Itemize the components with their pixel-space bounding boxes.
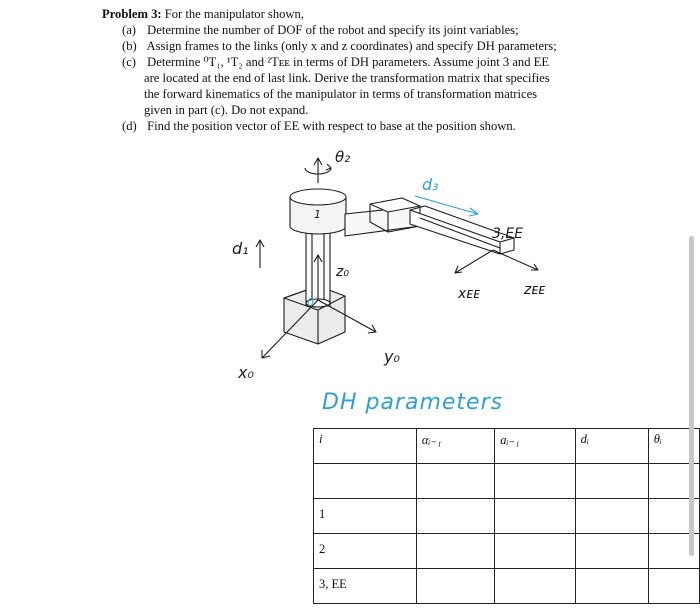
x0-label: x₀ bbox=[238, 363, 254, 382]
part-a-label: (a) bbox=[122, 23, 136, 37]
y0-label: y₀ bbox=[384, 347, 400, 366]
d1-label: d₁ bbox=[232, 239, 249, 258]
table-row bbox=[314, 464, 700, 499]
part-c-text-1: Determine ⁰T₁, ¹T₂ and ²Tᴇᴇ in terms of DH parameters. Assume joint 3 and EE bbox=[147, 55, 550, 69]
part-d-label: (d) bbox=[122, 119, 137, 133]
table-row bbox=[314, 534, 700, 569]
part-d-text: Find the position vector of EE with respect to base at the position shown. bbox=[147, 119, 516, 133]
horizontal-link bbox=[345, 198, 420, 236]
part-b-label: (b) bbox=[122, 39, 137, 53]
theta2-label: θ₂ bbox=[335, 148, 351, 166]
ee-frame-label: 3,EE bbox=[492, 226, 524, 242]
part-b-text: Assign frames to the links (only x and z coordinates) and specify DH parameters; bbox=[146, 39, 557, 53]
table-row bbox=[314, 569, 700, 604]
z0-label: z₀ bbox=[336, 264, 349, 280]
table-row bbox=[314, 499, 700, 534]
cell-i: 2 bbox=[314, 534, 417, 569]
cell-i: 3, EE bbox=[314, 569, 417, 604]
d1-arrow bbox=[256, 240, 264, 268]
cell-a bbox=[495, 499, 575, 534]
cell-d bbox=[575, 569, 648, 604]
cell-a bbox=[495, 534, 575, 569]
cell-d bbox=[575, 499, 648, 534]
part-a-text: Determine the number of DOF of the robot and specify its joint variables; bbox=[147, 23, 519, 37]
z-ee-label: zᴇᴇ bbox=[524, 282, 546, 298]
cell-a bbox=[495, 464, 575, 499]
link1-label: 1 bbox=[314, 208, 321, 221]
cell-alpha bbox=[416, 534, 494, 569]
vertical-scrollbar[interactable] bbox=[689, 236, 694, 556]
d3-label: d₃ bbox=[422, 175, 439, 194]
problem-label: Problem 3: bbox=[102, 7, 162, 21]
joint0-label: 0 bbox=[307, 296, 314, 309]
cell-alpha bbox=[416, 569, 494, 604]
header-alpha: αᵢ₋₁ bbox=[416, 429, 494, 464]
theta2-arrow bbox=[305, 158, 331, 183]
part-c-text-3: the forward kinematics of the manipulator in terms of transformation matrices bbox=[144, 87, 538, 101]
table-header-row bbox=[314, 429, 700, 464]
cell-a bbox=[495, 569, 575, 604]
header-i: i bbox=[314, 429, 417, 464]
x-ee-label: xᴇᴇ bbox=[458, 286, 481, 302]
cell-i: 1 bbox=[314, 499, 417, 534]
dh-parameter-table bbox=[313, 428, 700, 604]
dh-parameters-title: DH parameters bbox=[322, 390, 504, 415]
header-theta: θᵢ bbox=[648, 429, 699, 464]
cell-i bbox=[314, 464, 417, 499]
problem-intro: For the manipulator shown, bbox=[164, 7, 304, 21]
cell-alpha bbox=[416, 464, 494, 499]
cell-alpha bbox=[416, 499, 494, 534]
part-c-text-2: are located at the end of last link. Derive the transformation matrix that specifies bbox=[144, 71, 550, 85]
header-a: aᵢ₋₁ bbox=[495, 429, 575, 464]
cell-theta bbox=[648, 569, 699, 604]
part-c-text-4: given in part (c). Do not expand. bbox=[144, 103, 309, 117]
header-d: dᵢ bbox=[575, 429, 648, 464]
cell-d bbox=[575, 464, 648, 499]
cell-d bbox=[575, 534, 648, 569]
part-c-label: (c) bbox=[122, 55, 136, 69]
ee-frame-axes bbox=[455, 250, 538, 273]
